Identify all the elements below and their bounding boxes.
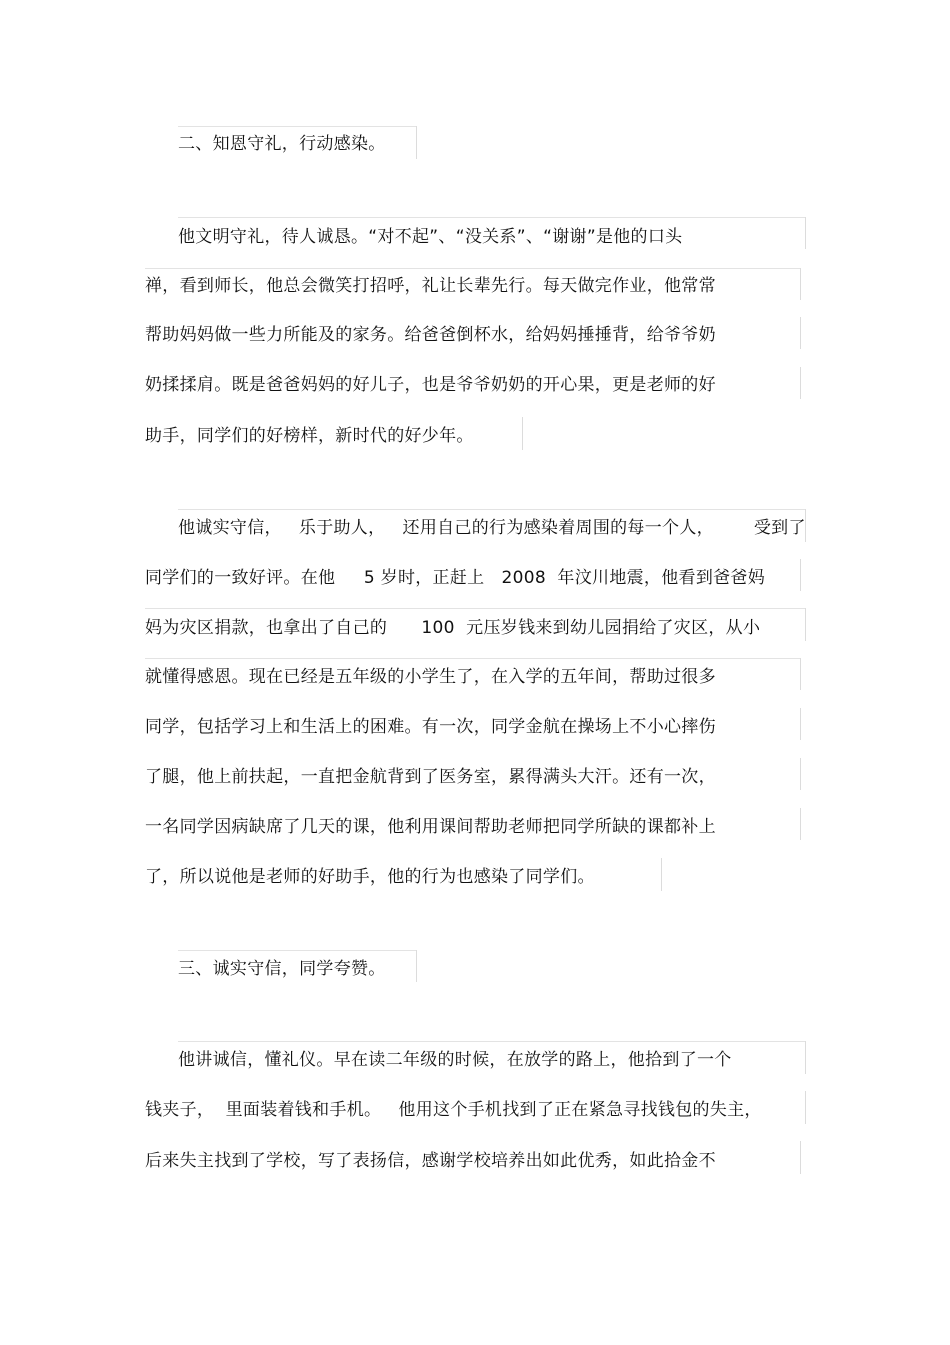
divider (800, 268, 801, 300)
paragraph-line: 助手，同学们的好榜样，新时代的好少年。 (145, 426, 474, 446)
divider (145, 658, 800, 659)
divider (800, 317, 801, 349)
divider (661, 858, 662, 891)
divider (800, 808, 801, 840)
divider (805, 608, 806, 641)
paragraph-line: 同学，包括学习上和生活上的困难。有一次，同学金航在操场上不小心摔伤 (145, 717, 716, 737)
paragraph-line: 他诚实守信， 乐于助人， 还用自己的行为感染着周围的每一个人， 受到了 (178, 518, 806, 538)
divider (800, 758, 801, 790)
divider (805, 217, 806, 249)
divider (145, 268, 800, 269)
divider (805, 509, 806, 542)
paragraph-line: 禅，看到师长，他总会微笑打招呼，礼让长辈先行。每天做完作业，他常常 (145, 276, 716, 296)
section-heading: 三、诚实守信，同学夸赞。 (178, 959, 386, 979)
section-heading: 二、知恩守礼，行动感染。 (178, 134, 386, 154)
divider (145, 608, 805, 609)
divider (800, 367, 801, 399)
paragraph-line: 了腿，他上前扶起，一直把金航背到了医务室，累得满头大汗。还有一次， (145, 767, 716, 787)
divider (178, 217, 805, 218)
paragraph-line: 他文明守礼，待人诚恳。“对不起”、“没关系”、“谢谢”是他的口头 (178, 227, 683, 247)
paragraph-line: 他讲诚信，懂礼仪。早在读二年级的时候，在放学的路上，他拾到了一个 (178, 1050, 732, 1070)
divider (800, 559, 801, 591)
divider (178, 126, 416, 127)
paragraph-line: 奶揉揉肩。既是爸爸妈妈的好儿子，也是爷爷奶奶的开心果，更是老师的好 (145, 375, 716, 395)
divider (178, 509, 805, 510)
divider (178, 1041, 805, 1042)
divider (522, 417, 523, 450)
divider (805, 1041, 806, 1074)
divider (800, 1141, 801, 1174)
paragraph-line: 钱夹子， 里面装着钱和手机。 他用这个手机找到了正在紧急寻找钱包的失主， (145, 1100, 762, 1120)
paragraph-line: 后来失主找到了学校，写了表扬信，感谢学校培养出如此优秀，如此拾金不 (145, 1151, 716, 1171)
divider (805, 1091, 806, 1124)
paragraph-line: 就懂得感恩。现在已经是五年级的小学生了，在入学的五年间，帮助过很多 (145, 667, 716, 687)
paragraph-line: 帮助妈妈做一些力所能及的家务。给爸爸倒杯水，给妈妈捶捶背，给爷爷奶 (145, 325, 716, 345)
paragraph-line: 妈为灾区捐款，也拿出了自己的 100 元压岁钱来到幼儿园捐给了灾区，从小 (145, 618, 761, 638)
divider (800, 708, 801, 740)
divider (416, 126, 417, 159)
paragraph-line: 同学们的一致好评。在他 5 岁时，正赶上 2008 年汶川地震，他看到爸爸妈 (145, 568, 766, 588)
divider (178, 950, 416, 951)
paragraph-line: 一名同学因病缺席了几天的课，他利用课间帮助老师把同学所缺的课都补上 (145, 817, 716, 837)
paragraph-line: 了，所以说他是老师的好助手，他的行为也感染了同学们。 (145, 867, 595, 887)
divider (416, 950, 417, 982)
divider (800, 658, 801, 690)
